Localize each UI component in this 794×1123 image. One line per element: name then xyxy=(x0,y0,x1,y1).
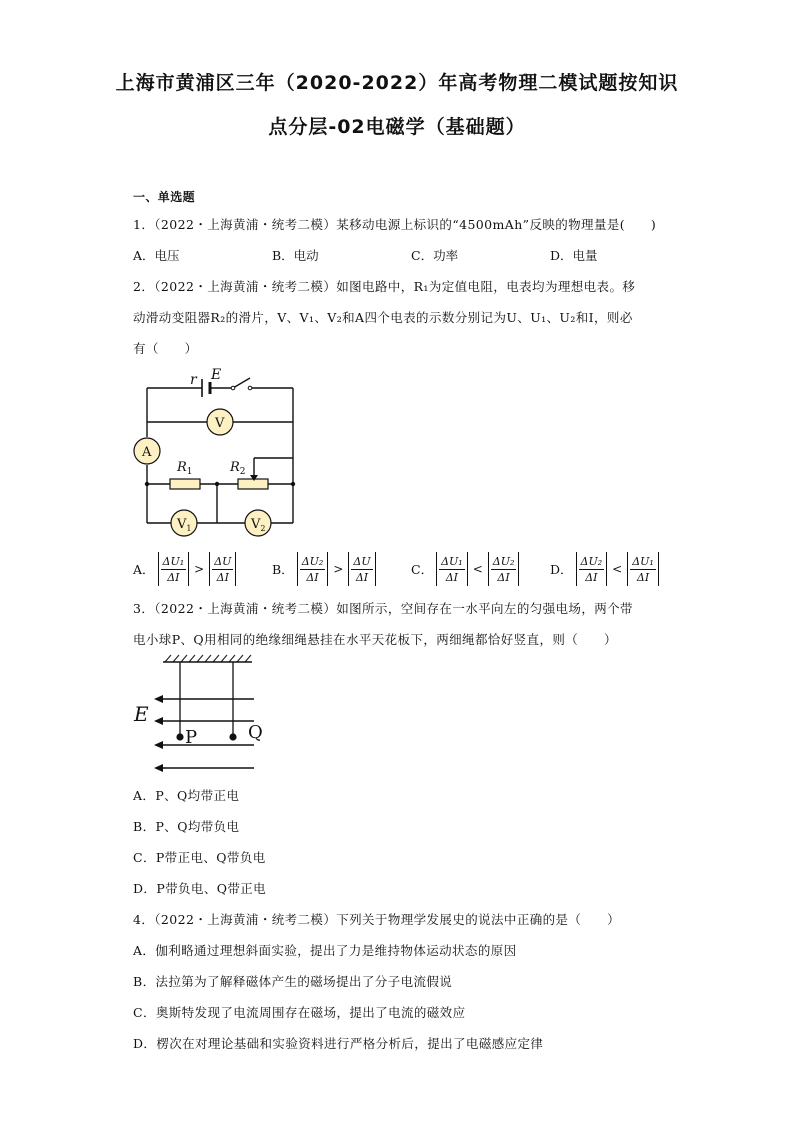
comparison-sign: < xyxy=(612,562,623,576)
comparison-sign: < xyxy=(472,562,483,576)
label-emf: E xyxy=(211,367,222,383)
document-title-line2: 点分层-02电磁学（基础题） xyxy=(268,116,526,138)
fraction-numerator: ΔU₁ xyxy=(162,554,185,568)
q4-option-a: A．伽利略通过理想斜面实验，提出了力是维持物体运动状态的原因 xyxy=(133,943,517,958)
fraction-numerator: ΔU₂ xyxy=(492,554,515,568)
circuit-diagram xyxy=(130,365,310,537)
q1-option-c: C．功率 xyxy=(411,248,459,263)
comparison-sign: > xyxy=(333,562,344,576)
section-heading: 一、单选题 xyxy=(133,190,196,204)
q2-option-c-label: C． xyxy=(411,562,434,577)
question-2-options xyxy=(133,552,673,588)
question-3-line2: 电小球P、Q用相同的绝缘细绳悬挂在水平天花板下，两细绳都恰好竖直，则（ ） xyxy=(133,632,617,647)
arrow-left-icon xyxy=(154,717,163,725)
q2-option-a-label: A． xyxy=(133,562,155,577)
fraction-numerator: ΔU₂ xyxy=(301,554,324,568)
question-2-line3: 有（ ） xyxy=(133,341,198,356)
fraction-numerator: ΔU₁ xyxy=(441,554,463,568)
q2-option-b xyxy=(272,552,376,586)
junction-node xyxy=(145,482,149,486)
voltmeter-v1-label: $V_1$ xyxy=(177,517,192,533)
fraction-numerator: ΔU₂ xyxy=(580,554,603,568)
ceiling-hatch xyxy=(165,655,251,662)
fraction-denominator: ΔI xyxy=(585,570,598,584)
q2-option-d xyxy=(550,552,659,586)
comparison-sign: > xyxy=(194,562,205,576)
label-q: Q xyxy=(248,722,263,743)
voltmeter-v2-label: $V_2$ xyxy=(251,517,266,533)
q2-option-c xyxy=(411,552,519,586)
fraction-denominator: ΔI xyxy=(636,570,650,584)
q3-option-a: A．P、Q均带正电 xyxy=(133,788,240,803)
fraction-denominator: ΔI xyxy=(497,570,510,584)
arrow-left-icon xyxy=(154,695,163,703)
q3-option-d: D．P带负电、Q带正电 xyxy=(133,881,267,896)
charge-p xyxy=(176,733,183,740)
q1-option-d: D．电量 xyxy=(550,248,598,263)
q2-option-a xyxy=(133,552,236,586)
question-1-text: 1．（2022・上海黄浦・统考二模）某移动电源上标识的“4500mAh”反映的物理量是( ) xyxy=(133,217,657,232)
resistor-r1 xyxy=(170,479,200,489)
fraction-denominator: ΔI xyxy=(306,570,319,584)
fraction-denominator: ΔI xyxy=(445,570,459,584)
label-p: P xyxy=(185,727,198,748)
resistor-r1-label: $R_1$ xyxy=(177,460,193,477)
fraction-numerator: ΔU₁ xyxy=(632,554,654,568)
document-title-line1: 上海市黄浦区三年（2020-2022）年高考物理二模试题按知识 xyxy=(115,72,679,94)
arrow-left-icon xyxy=(154,741,163,749)
q4-option-c: C．奥斯特发现了电流周围存在磁场，提出了电流的磁效应 xyxy=(133,1005,466,1020)
q1-option-a: A．电压 xyxy=(133,248,180,263)
q1-option-b: B．电动 xyxy=(272,248,319,263)
ammeter-a-label: A xyxy=(142,445,152,460)
arrow-left-icon xyxy=(154,764,163,772)
fraction-numerator: ΔU xyxy=(214,554,232,568)
q2-option-d-label: D． xyxy=(550,562,573,577)
question-4-text: 4．（2022・上海黄浦・统考二模）下列关于物理学发展史的说法中正确的是（ ） xyxy=(133,912,621,927)
resistor-r2 xyxy=(238,479,268,489)
q4-option-d: D．楞次在对理论基础和实验资料进行严格分析后，提出了电磁感应定律 xyxy=(133,1036,544,1051)
label-e: E xyxy=(134,702,149,726)
charge-q xyxy=(229,733,236,740)
fraction-denominator: ΔI xyxy=(167,570,180,584)
q3-option-c: C．P带正电、Q带负电 xyxy=(133,850,266,865)
voltmeter-v-label: V xyxy=(215,416,225,431)
question-2-line2: 动滑动变阻器R₂的滑片，V、V₁、V₂和A四个电表的示数分别记为U、U₁、U₂和I，则必 xyxy=(133,310,633,325)
switch-pivot xyxy=(231,386,235,390)
resistor-r2-label: $R_2$ xyxy=(230,460,246,477)
fraction-numerator: ΔU xyxy=(353,554,371,568)
question-2-line1: 2．（2022・上海黄浦・统考二模）如图电路中，R₁为定值电阻，电表均为理想电表。移 xyxy=(133,279,636,294)
q3-option-b: B．P、Q均带负电 xyxy=(133,819,240,834)
electric-field-diagram xyxy=(130,652,280,776)
junction-node xyxy=(291,482,295,486)
question-3-line1: 3．（2022・上海黄浦・统考二模）如图所示，空间存在一水平向左的匀强电场，两个带 xyxy=(133,601,633,616)
fraction-denominator: ΔI xyxy=(216,570,229,584)
q4-option-b: B．法拉第为了解释磁体产生的磁场提出了分子电流假说 xyxy=(133,974,453,989)
junction-node xyxy=(215,482,219,486)
fraction-denominator: ΔI xyxy=(355,570,369,584)
q2-option-b-label: B． xyxy=(272,562,294,577)
label-r: r xyxy=(190,372,197,388)
switch-contact xyxy=(248,386,252,390)
